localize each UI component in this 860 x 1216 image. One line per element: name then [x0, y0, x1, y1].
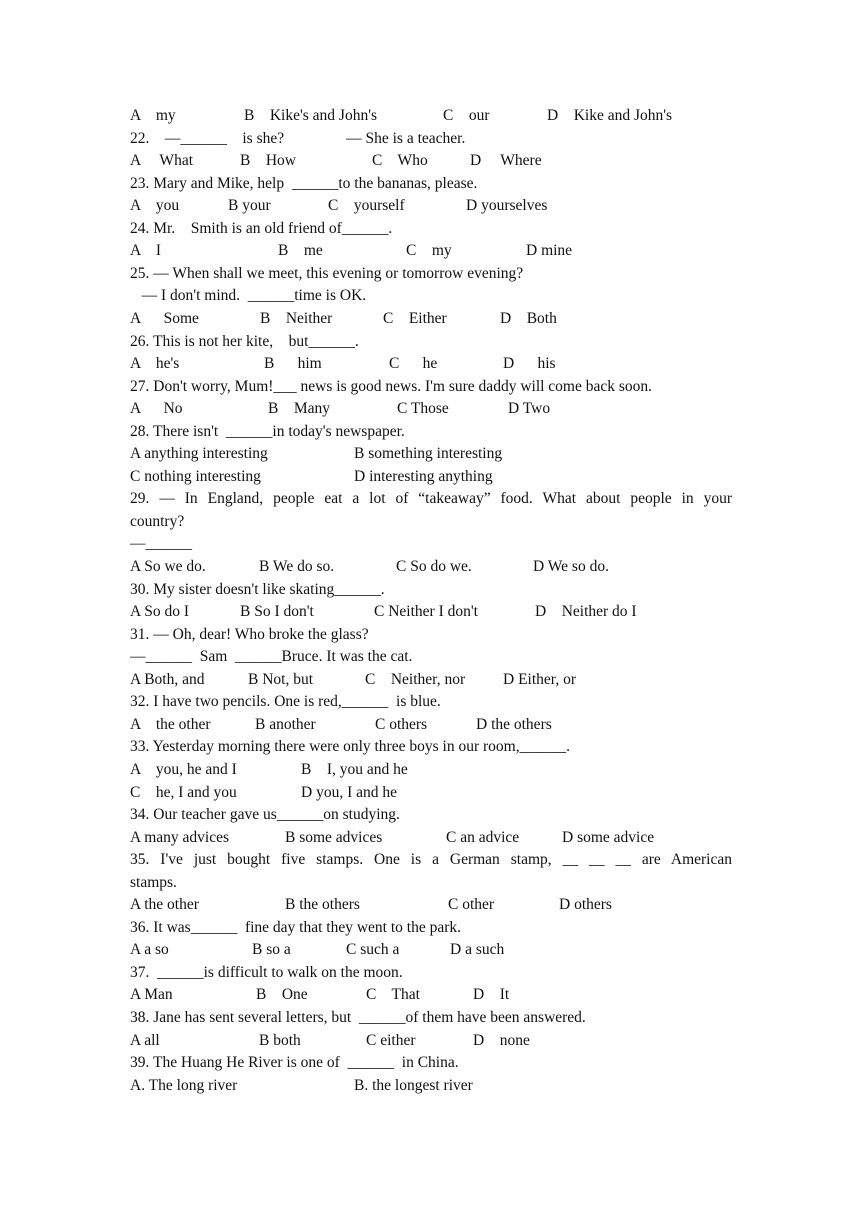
question-text: 28. There isn't ______in today's newspaper.	[130, 422, 405, 440]
answer-option: A What	[130, 152, 193, 170]
answer-option: B both	[259, 1031, 301, 1049]
answer-option: D mine	[526, 242, 573, 260]
answer-option: B So I don't	[240, 603, 314, 621]
answer-option: D It	[473, 986, 510, 1004]
question-text: 22. —______ is she? — She is a teacher.	[130, 129, 466, 147]
answer-option: B We do so.	[259, 558, 335, 575]
answer-option: B Kike's and John's	[244, 107, 378, 124]
answer-options	[130, 984, 732, 1006]
answer-option: A you, he and I	[130, 760, 237, 778]
answer-option: C nothing interesting	[130, 467, 261, 485]
question-text: 29. — In England, people eat a lot of “takeaway” food. What about people in your	[130, 490, 732, 508]
answer-options	[130, 894, 732, 916]
question-text: —______ Sam ______Bruce. It was the cat.	[130, 648, 413, 666]
answer-option: D a such	[450, 941, 505, 959]
answer-option: A I	[130, 242, 161, 260]
question-text: country?	[130, 512, 185, 530]
answer-option: B the others	[285, 896, 360, 914]
answer-options	[130, 398, 732, 420]
answer-options	[130, 150, 732, 172]
answer-options	[130, 105, 732, 127]
answer-option: C he	[389, 355, 438, 373]
answer-option: D yourselves	[466, 197, 548, 215]
question-text: —______	[130, 535, 192, 553]
answer-option: D Both	[500, 309, 557, 327]
answer-option: C an advice	[446, 828, 520, 846]
answer-option: D others	[559, 896, 612, 914]
answer-option: B him	[264, 355, 322, 373]
answer-option: A all	[130, 1031, 160, 1049]
answer-option: A anything interesting	[130, 445, 268, 463]
answer-option: D none	[473, 1031, 530, 1049]
answer-options	[130, 939, 732, 961]
answer-option: D We so do.	[533, 558, 609, 575]
answer-options	[130, 1075, 732, 1097]
question-text: 34. Our teacher gave us______on studying.	[130, 806, 400, 824]
answer-option: D Two	[508, 400, 551, 418]
question-text: 26. This is not her kite, but______.	[130, 332, 359, 350]
answer-options	[130, 827, 732, 849]
question-text: 23. Mary and Mike, help ______to the bananas, please.	[130, 174, 478, 192]
answer-option: A you	[130, 197, 180, 215]
answer-option: D you, I and he	[301, 783, 397, 801]
answer-option: B I, you and he	[301, 760, 408, 778]
answer-option: B another	[255, 715, 316, 733]
question-text: 27. Don't worry, Mum!___ news is good news. I'm sure daddy will come back soon.	[130, 377, 653, 395]
answer-option: C such a	[346, 941, 400, 959]
answer-option: A Some	[130, 309, 199, 327]
question-text: 25. — When shall we meet, this evening or tomorrow evening?	[130, 264, 524, 282]
answer-option: C So do we.	[396, 558, 472, 575]
answer-options	[130, 714, 732, 736]
answer-option: C my	[406, 242, 452, 260]
answer-option: D his	[503, 355, 556, 373]
answer-option: B Many	[268, 400, 330, 418]
question-text: — I don't mind. ______time is OK.	[130, 287, 367, 305]
answer-options	[130, 759, 732, 781]
answer-option: B. the longest river	[354, 1076, 473, 1094]
answer-options	[130, 1030, 732, 1052]
question-text: stamps.	[130, 873, 177, 891]
question-text: 32. I have two pencils. One is red,______ is blue.	[130, 693, 441, 711]
answer-options	[130, 782, 732, 804]
answer-option: D Where	[470, 152, 542, 170]
answer-option: D the others	[476, 715, 552, 733]
answer-option: C Neither, nor	[365, 670, 466, 688]
answer-option: A my	[130, 107, 176, 124]
answer-options	[130, 556, 732, 578]
answer-option: B Neither	[260, 309, 333, 327]
answer-option: B How	[240, 152, 296, 170]
answer-options	[130, 353, 732, 375]
question-text: 36. It was______ fine day that they went to the park.	[130, 918, 462, 936]
answer-option: A the other	[130, 896, 199, 914]
answer-options	[130, 443, 732, 465]
answer-option: B Not, but	[248, 670, 314, 688]
answer-option: A No	[130, 400, 183, 418]
question-text: 33. Yesterday morning there were only three boys in our room,______.	[130, 738, 570, 756]
answer-option: C our	[443, 107, 490, 124]
answer-option: C Those	[397, 400, 449, 418]
answer-options	[130, 195, 732, 217]
answer-option: A So we do.	[130, 558, 206, 575]
question-text: 35. I've just bought five stamps. One is a German stamp, __ __ __ are American	[130, 851, 732, 869]
answer-option: C Neither I don't	[374, 603, 478, 621]
answer-option: C Who	[372, 152, 428, 170]
answer-option: D Neither do I	[535, 603, 637, 621]
answer-options	[130, 240, 732, 262]
answer-option: B your	[228, 197, 271, 215]
answer-option: A Both, and	[130, 670, 205, 688]
question-text: 38. Jane has sent several letters, but ______of them have been answered.	[130, 1009, 586, 1026]
answer-option: B me	[278, 242, 323, 260]
answer-option: C other	[448, 896, 495, 914]
question-text: 31. — Oh, dear! Who broke the glass?	[130, 625, 369, 643]
answer-option: B One	[256, 986, 308, 1004]
answer-option: C Either	[383, 309, 447, 327]
answer-option: A. The long river	[130, 1076, 238, 1094]
answer-option: C he, I and you	[130, 783, 237, 801]
answer-option: A So do I	[130, 603, 189, 621]
answer-option: C yourself	[328, 197, 405, 215]
answer-option: B some advices	[285, 828, 383, 846]
question-text: 39. The Huang He River is one of ______ in China.	[130, 1054, 459, 1072]
answer-option: C either	[366, 1031, 416, 1049]
answer-options	[130, 601, 732, 623]
answer-options	[130, 466, 732, 488]
answer-option: A a so	[130, 941, 169, 959]
question-text: 30. My sister doesn't like skating______.	[130, 580, 385, 598]
answer-option: B something interesting	[354, 445, 503, 463]
question-text: 37. ______is difficult to walk on the moon.	[130, 963, 403, 981]
answer-option: D some advice	[562, 828, 655, 846]
answer-option: B so a	[252, 941, 291, 959]
answer-option: D interesting anything	[354, 467, 493, 485]
answer-option: A many advices	[130, 828, 230, 846]
answer-option: D Kike and John's	[547, 107, 673, 124]
answer-option: A he's	[130, 355, 180, 373]
answer-option: A the other	[130, 715, 211, 733]
answer-option: A Man	[130, 986, 173, 1004]
answer-option: C That	[366, 986, 420, 1004]
answer-option: D Either, or	[503, 670, 576, 688]
question-text: 24. Mr. Smith is an old friend of______.	[130, 219, 393, 237]
answer-option: C others	[375, 715, 428, 733]
answer-options	[130, 308, 732, 330]
answer-options	[130, 669, 732, 691]
